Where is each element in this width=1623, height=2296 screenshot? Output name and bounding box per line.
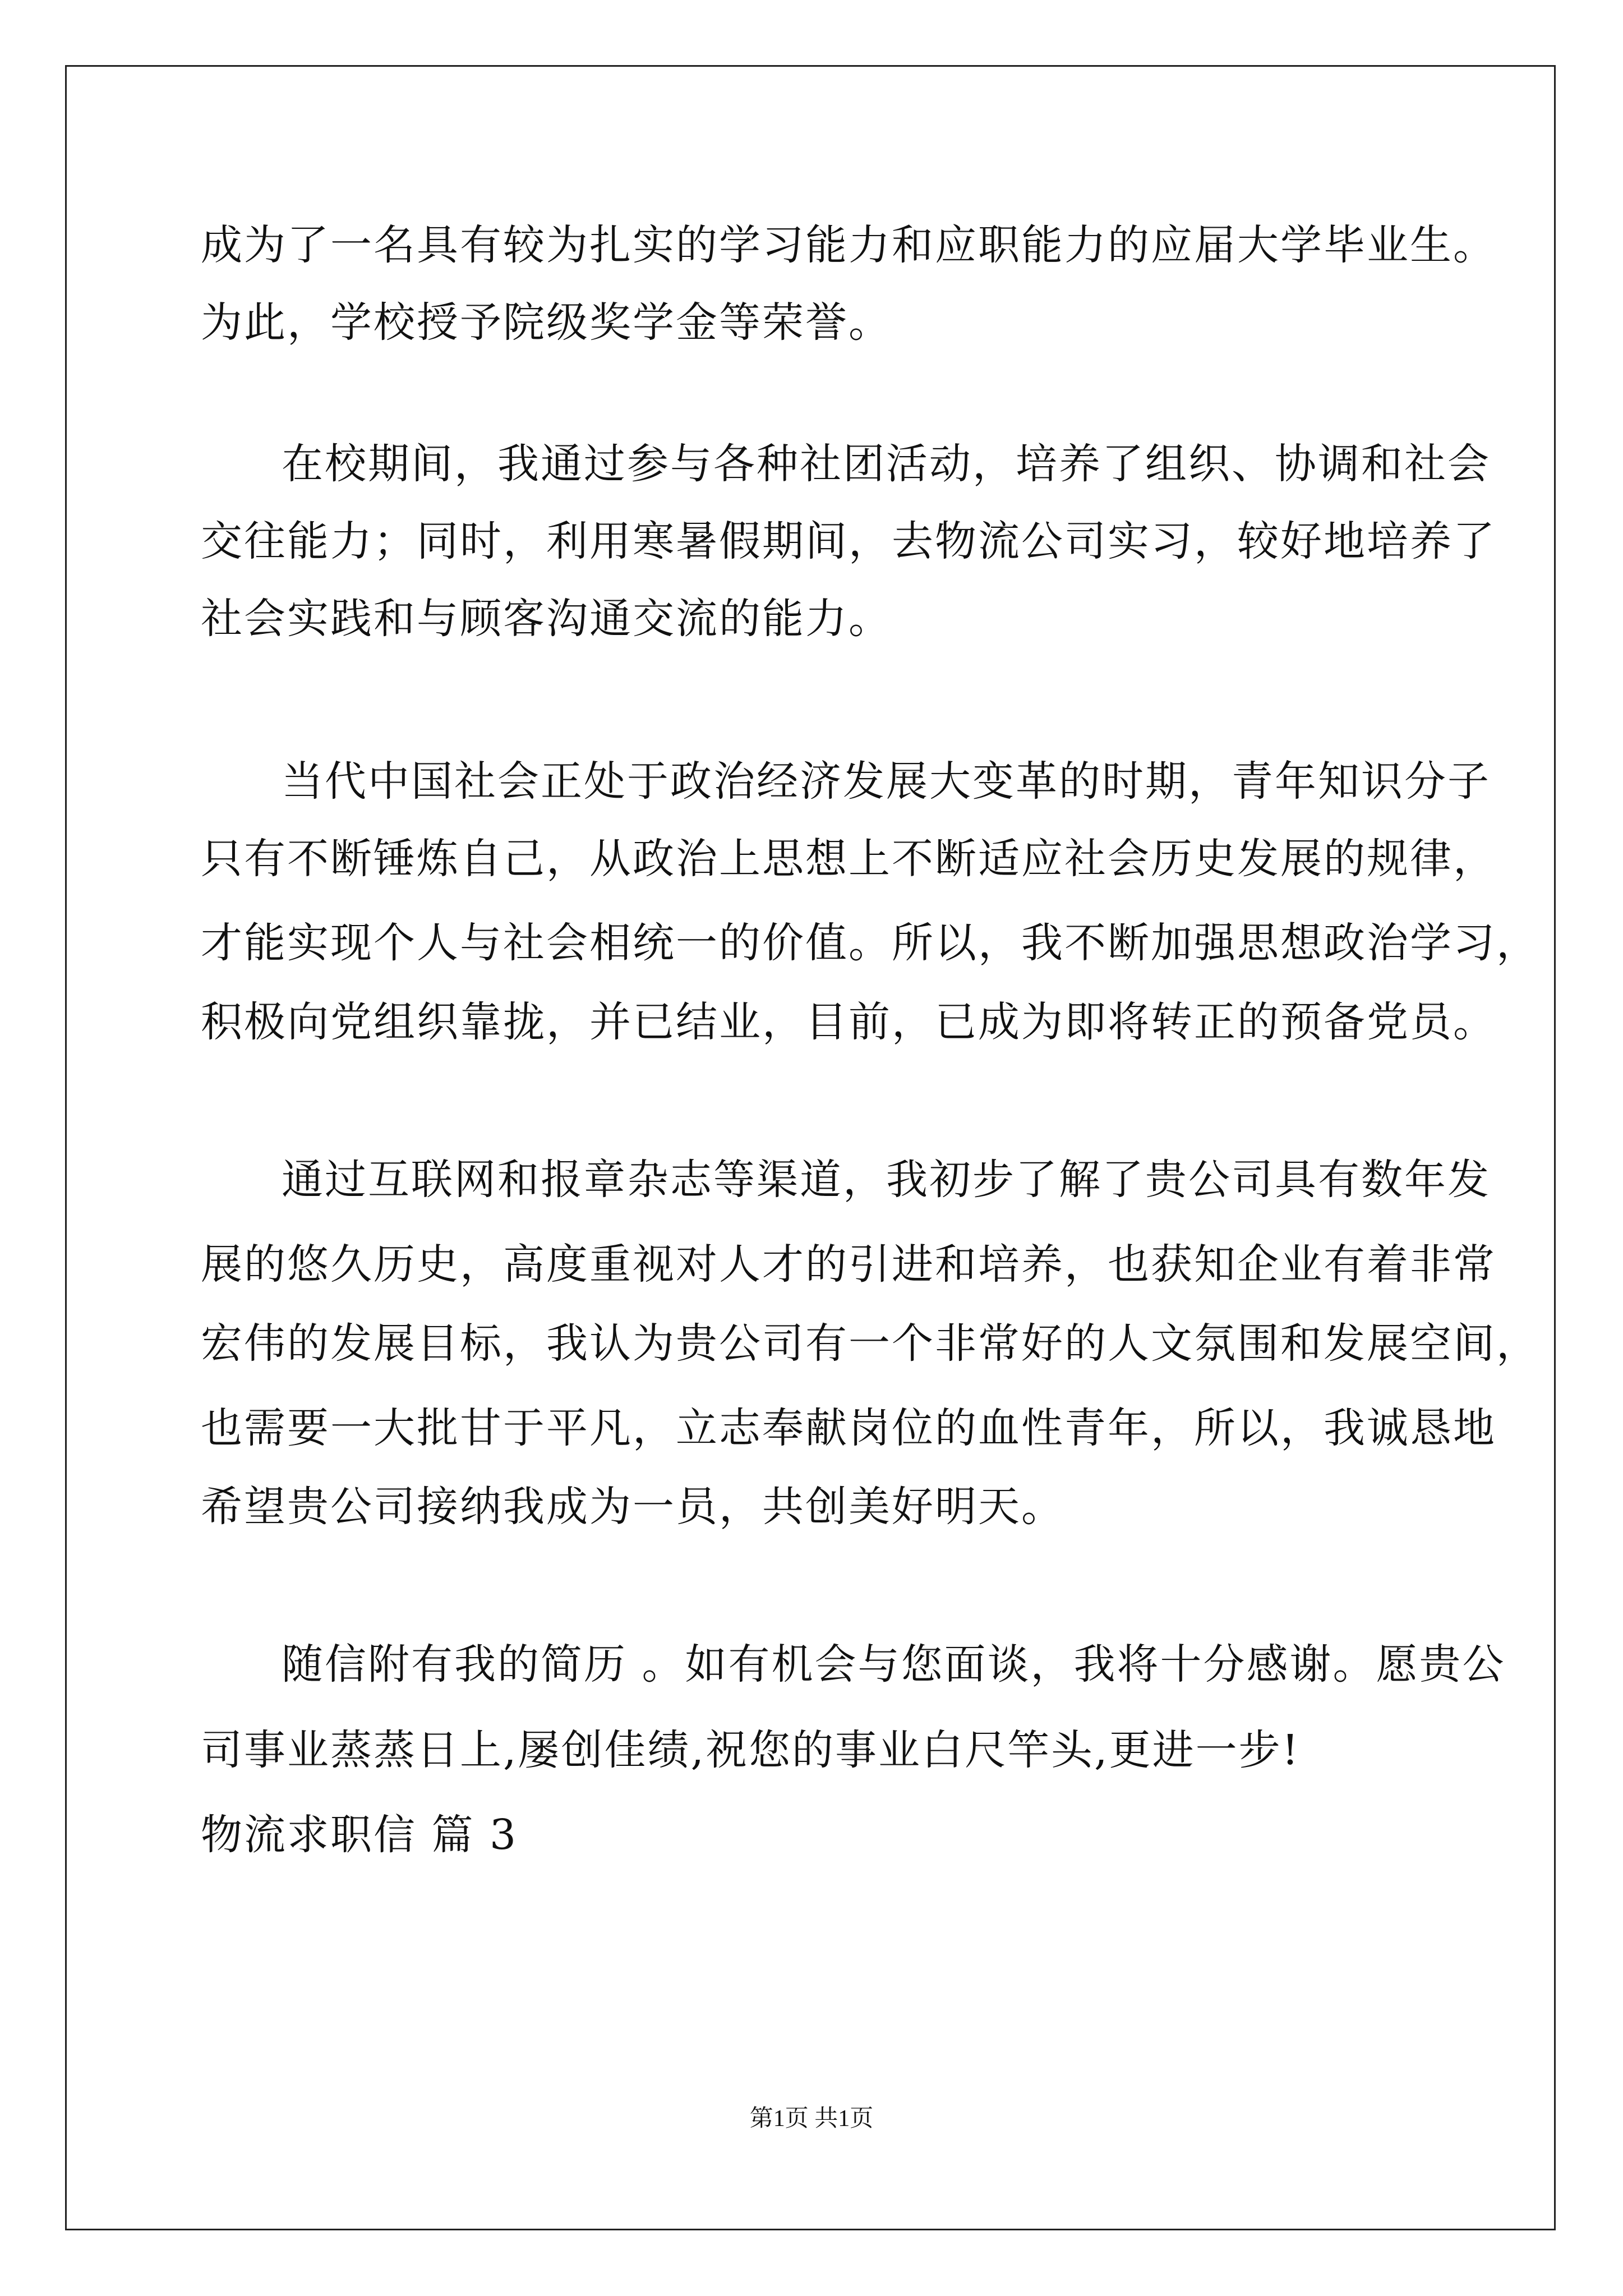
body-line: 也需要一大批甘于平凡，立志奉献岗位的血性青年，所以，我诚恳地: [201, 1404, 1496, 1452]
body-line: 积极向党组织靠拢，并已结业，目前，已成为即将转正的预备党员。: [201, 998, 1496, 1046]
body-line: 希望贵公司接纳我成为一员，共创美好明天。: [201, 1483, 1064, 1531]
page-footer: 第1页 共1页: [749, 2106, 874, 2132]
body-line: 只有不断锤炼自己，从政治上思想上不断适应社会历史发展的规律，: [201, 835, 1496, 883]
page-border: [65, 65, 1556, 2230]
body-line: 为此，学校授予院级奖学金等荣誉。: [201, 298, 892, 347]
section-heading: 物流求职信 篇 3: [201, 1811, 518, 1859]
body-line: 社会实践和与顾客沟通交流的能力。: [201, 595, 892, 643]
body-line: 通过互联网和报章杂志等渠道，我初步了解了贵公司具有数年发: [282, 1156, 1491, 1204]
body-line: 当代中国社会正处于政治经济发展大变革的时期，青年知识分子: [282, 757, 1491, 806]
body-line: 宏伟的发展目标，我认为贵公司有一个非常好的人文氛围和发展空间，: [201, 1319, 1539, 1368]
body-line: 随信附有我的简历 。如有机会与您面谈，我将十分感谢。愿贵公: [282, 1640, 1506, 1688]
body-line: 在校期间，我通过参与各种社团活动，培养了组织、协调和社会: [282, 440, 1491, 488]
body-line: 才能实现个人与社会相统一的价值。所以，我不断加强思想政治学习，: [201, 919, 1539, 967]
body-line: 交往能力；同时，利用寒暑假期间，去物流公司实习，较好地培养了: [201, 517, 1496, 565]
body-line: 展的悠久历史，高度重视对人才的引进和培养，也获知企业有着非常: [201, 1240, 1496, 1289]
body-line: 司事业蒸蒸日上,屡创佳绩,祝您的事业白尺竿头,更进一步!: [201, 1726, 1301, 1774]
body-line: 成为了一名具有较为扎实的学习能力和应职能力的应届大学毕业生。: [201, 221, 1496, 269]
